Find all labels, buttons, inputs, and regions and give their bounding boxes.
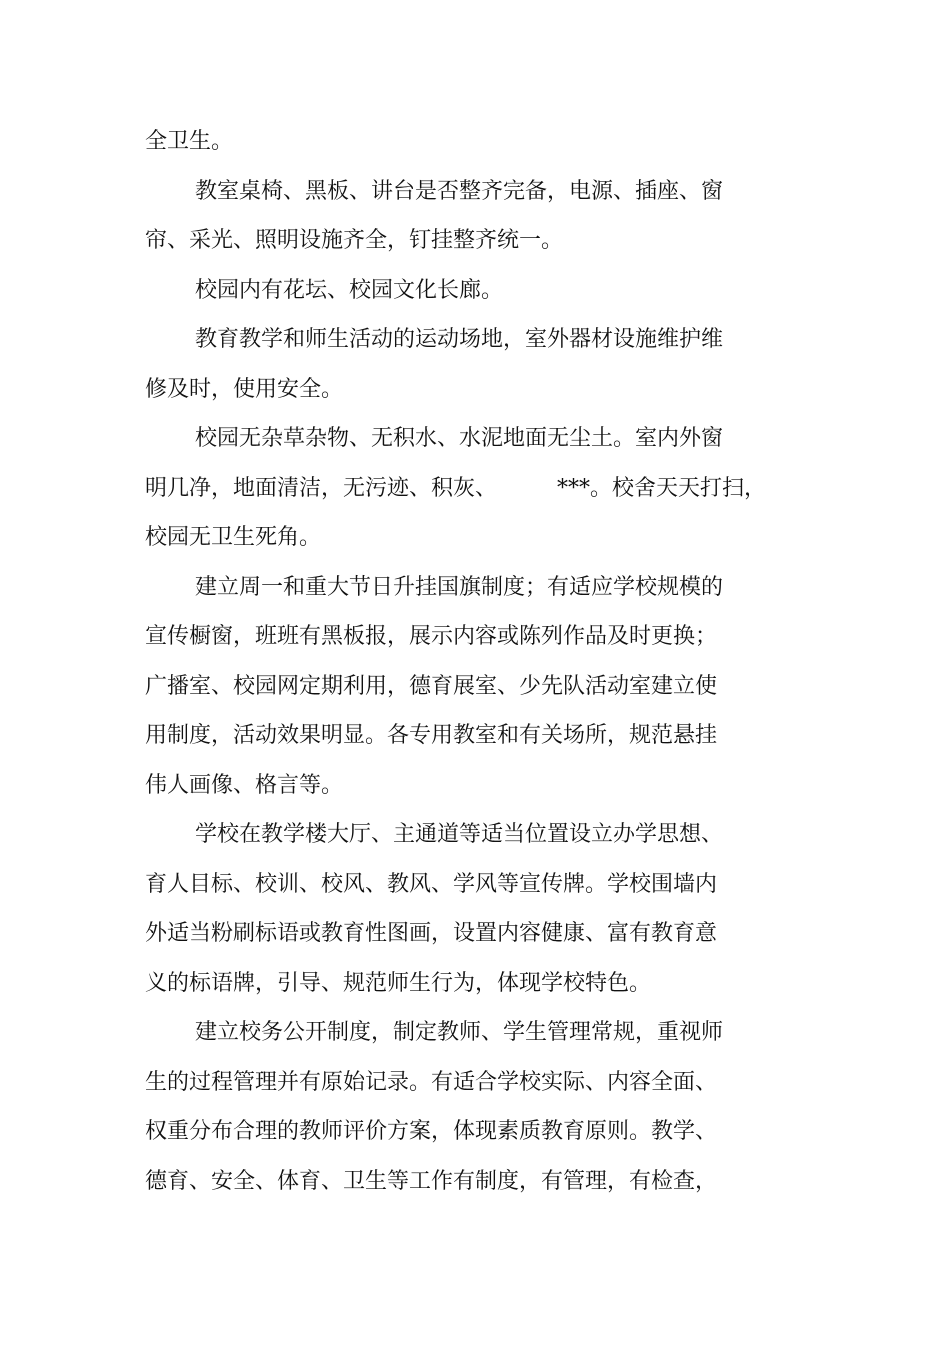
text-line: 教室桌椅、黑板、讲台是否整齐完备，电源、插座、窗 xyxy=(195,178,724,204)
text-line: 学校在教学楼大厅、主通道等适当位置设立办学思想、 xyxy=(195,822,724,847)
text-line: 义的标语牌，引导、规范师生行为，体现学校特色。 xyxy=(145,970,652,996)
text-line: 修及时，使用安全。 xyxy=(145,376,344,402)
text-line: 帘、采光、照明设施齐全，钉挂整齐统一。 xyxy=(145,228,564,253)
text-line: 伟人画像、格言等。 xyxy=(145,772,344,798)
text-segment: 明几净，地面清洁，无污迹、积灰、 xyxy=(145,475,498,501)
text-line: 宣传橱窗，班班有黑板报，展示内容或陈列作品及时更换； xyxy=(145,624,718,649)
document-body xyxy=(145,117,785,1206)
text-line: 广播室、校园网定期利用，德育展室、少先队活动室建立使 xyxy=(145,673,718,699)
redacted-marker: *** xyxy=(557,475,591,501)
text-line-with-redaction xyxy=(145,464,785,514)
text-line: 生的过程管理并有原始记录。有适合学校实际、内容全面、 xyxy=(145,1069,718,1095)
text-segment: 。校舍天天打扫， xyxy=(590,475,767,501)
text-line: 德育、安全、体育、卫生等工作有制度，有管理，有检查， xyxy=(145,1168,718,1194)
text-line: 全卫生。 xyxy=(145,129,234,154)
text-line: 教育教学和师生活动的运动场地，室外器材设施维护维 xyxy=(195,327,724,352)
text-line: 育人目标、校训、校风、教风、学风等宣传牌。学校围墙内 xyxy=(145,871,718,897)
text-line: 用制度，活动效果明显。各专用教室和有关场所，规范悬挂 xyxy=(145,723,718,748)
text-line: 外适当粉刷标语或教育性图画，设置内容健康、富有教育意 xyxy=(145,921,718,946)
text-line: 建立周一和重大节日升挂国旗制度；有适应学校规模的 xyxy=(195,574,724,600)
text-line: 权重分布合理的教师评价方案，体现素质教育原则。教学、 xyxy=(145,1119,718,1144)
text-line: 校园无杂草杂物、无积水、水泥地面无尘土。室内外窗 xyxy=(195,426,724,451)
text-line: 建立校务公开制度，制定教师、学生管理常规，重视师 xyxy=(195,1020,724,1045)
text-line: 校园内有花坛、校园文化长廊。 xyxy=(195,277,504,303)
text-line: 校园无卫生死角。 xyxy=(145,525,322,550)
